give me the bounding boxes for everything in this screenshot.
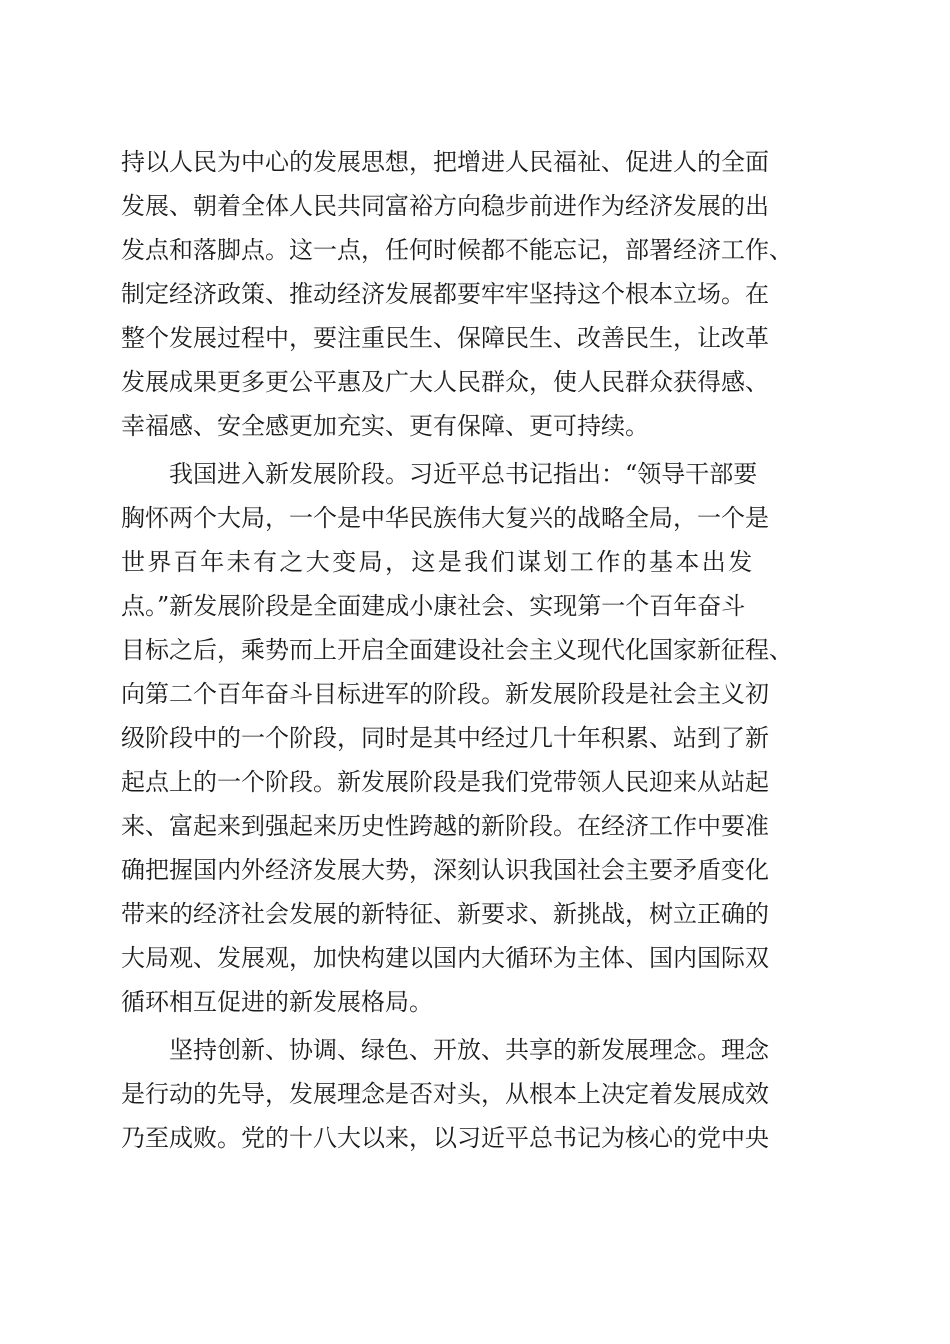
line-text: 级阶段中的一个阶段，同时是其中经过几十年积累、站到了新: [121, 724, 769, 752]
line-text: 发展成果更多更公平惠及广大人民群众，使人民群众获得感、: [121, 368, 769, 396]
text-line: [0, 980, 950, 1024]
text-line: [0, 804, 950, 848]
text-line: [0, 848, 950, 892]
line-text: 幸福感、安全感更加充实、更有保障、更可持续。: [121, 412, 649, 440]
line-text: 是行动的先导，发展理念是否对头，从根本上决定着发展成效: [121, 1080, 769, 1108]
text-line: [0, 404, 950, 448]
text-line: [0, 228, 950, 272]
line-text: 确把握国内外经济发展大势，深刻认识我国社会主要矛盾变化: [121, 856, 769, 884]
text-line: [0, 1116, 950, 1160]
text-line: [0, 1028, 950, 1072]
line-text: 带来的经济社会发展的新特征、新要求、新挑战，树立正确的: [121, 900, 769, 928]
line-text: 向第二个百年奋斗目标进军的阶段。新发展阶段是社会主义初: [121, 680, 769, 708]
text-line: [0, 760, 950, 804]
line-text: 我国进入新发展阶段。习近平总书记指出：“领导干部要: [169, 460, 758, 488]
text-line: [0, 184, 950, 228]
text-line: [0, 496, 950, 540]
text-line: [0, 540, 950, 584]
text-line: [0, 452, 950, 496]
line-text: 乃至成败。党的十八大以来，以习近平总书记为核心的党中央: [121, 1124, 769, 1152]
text-line: [0, 892, 950, 936]
line-text: 大局观、发展观，加快构建以国内大循环为主体、国内国际双: [121, 944, 769, 972]
line-text: 整个发展过程中，要注重民生、保障民生、改善民生，让改革: [121, 324, 769, 352]
line-text: 起点上的一个阶段。新发展阶段是我们党带领人民迎来从站起: [121, 768, 769, 796]
text-line: [0, 316, 950, 360]
text-line: [0, 360, 950, 404]
text-line: [0, 140, 950, 184]
text-line: [0, 1072, 950, 1116]
line-text: 制定经济政策、推动经济发展都要牢牢坚持这个根本立场。在: [121, 280, 769, 308]
text-line: [0, 936, 950, 980]
line-text: 点。”新发展阶段是全面建成小康社会、实现第一个百年奋斗: [121, 592, 746, 620]
line-text: 来、富起来到强起来历史性跨越的新阶段。在经济工作中要准: [121, 812, 769, 840]
line-text: 发展、朝着全体人民共同富裕方向稳步前进作为经济发展的出: [121, 192, 769, 220]
line-text: 发点和落脚点。这一点，任何时候都不能忘记，部署经济工作、: [121, 236, 793, 264]
text-line: [0, 716, 950, 760]
text-line: [0, 584, 950, 628]
text-line: [0, 628, 950, 672]
line-text: 胸怀两个大局，一个是中华民族伟大复兴的战略全局，一个是: [121, 504, 769, 532]
line-text: 坚持创新、协调、绿色、开放、共享的新发展理念。理念: [169, 1036, 769, 1064]
line-text: 目标之后，乘势而上开启全面建设社会主义现代化国家新征程、: [121, 636, 793, 664]
line-text: 持以人民为中心的发展思想，把增进人民福祉、促进人的全面: [121, 148, 769, 176]
text-line: [0, 672, 950, 716]
line-text: 循环相互促进的新发展格局。: [121, 988, 433, 1016]
text-line: [0, 272, 950, 316]
line-text: 世界百年未有之大变局，这是我们谋划工作的基本出发: [121, 548, 755, 576]
